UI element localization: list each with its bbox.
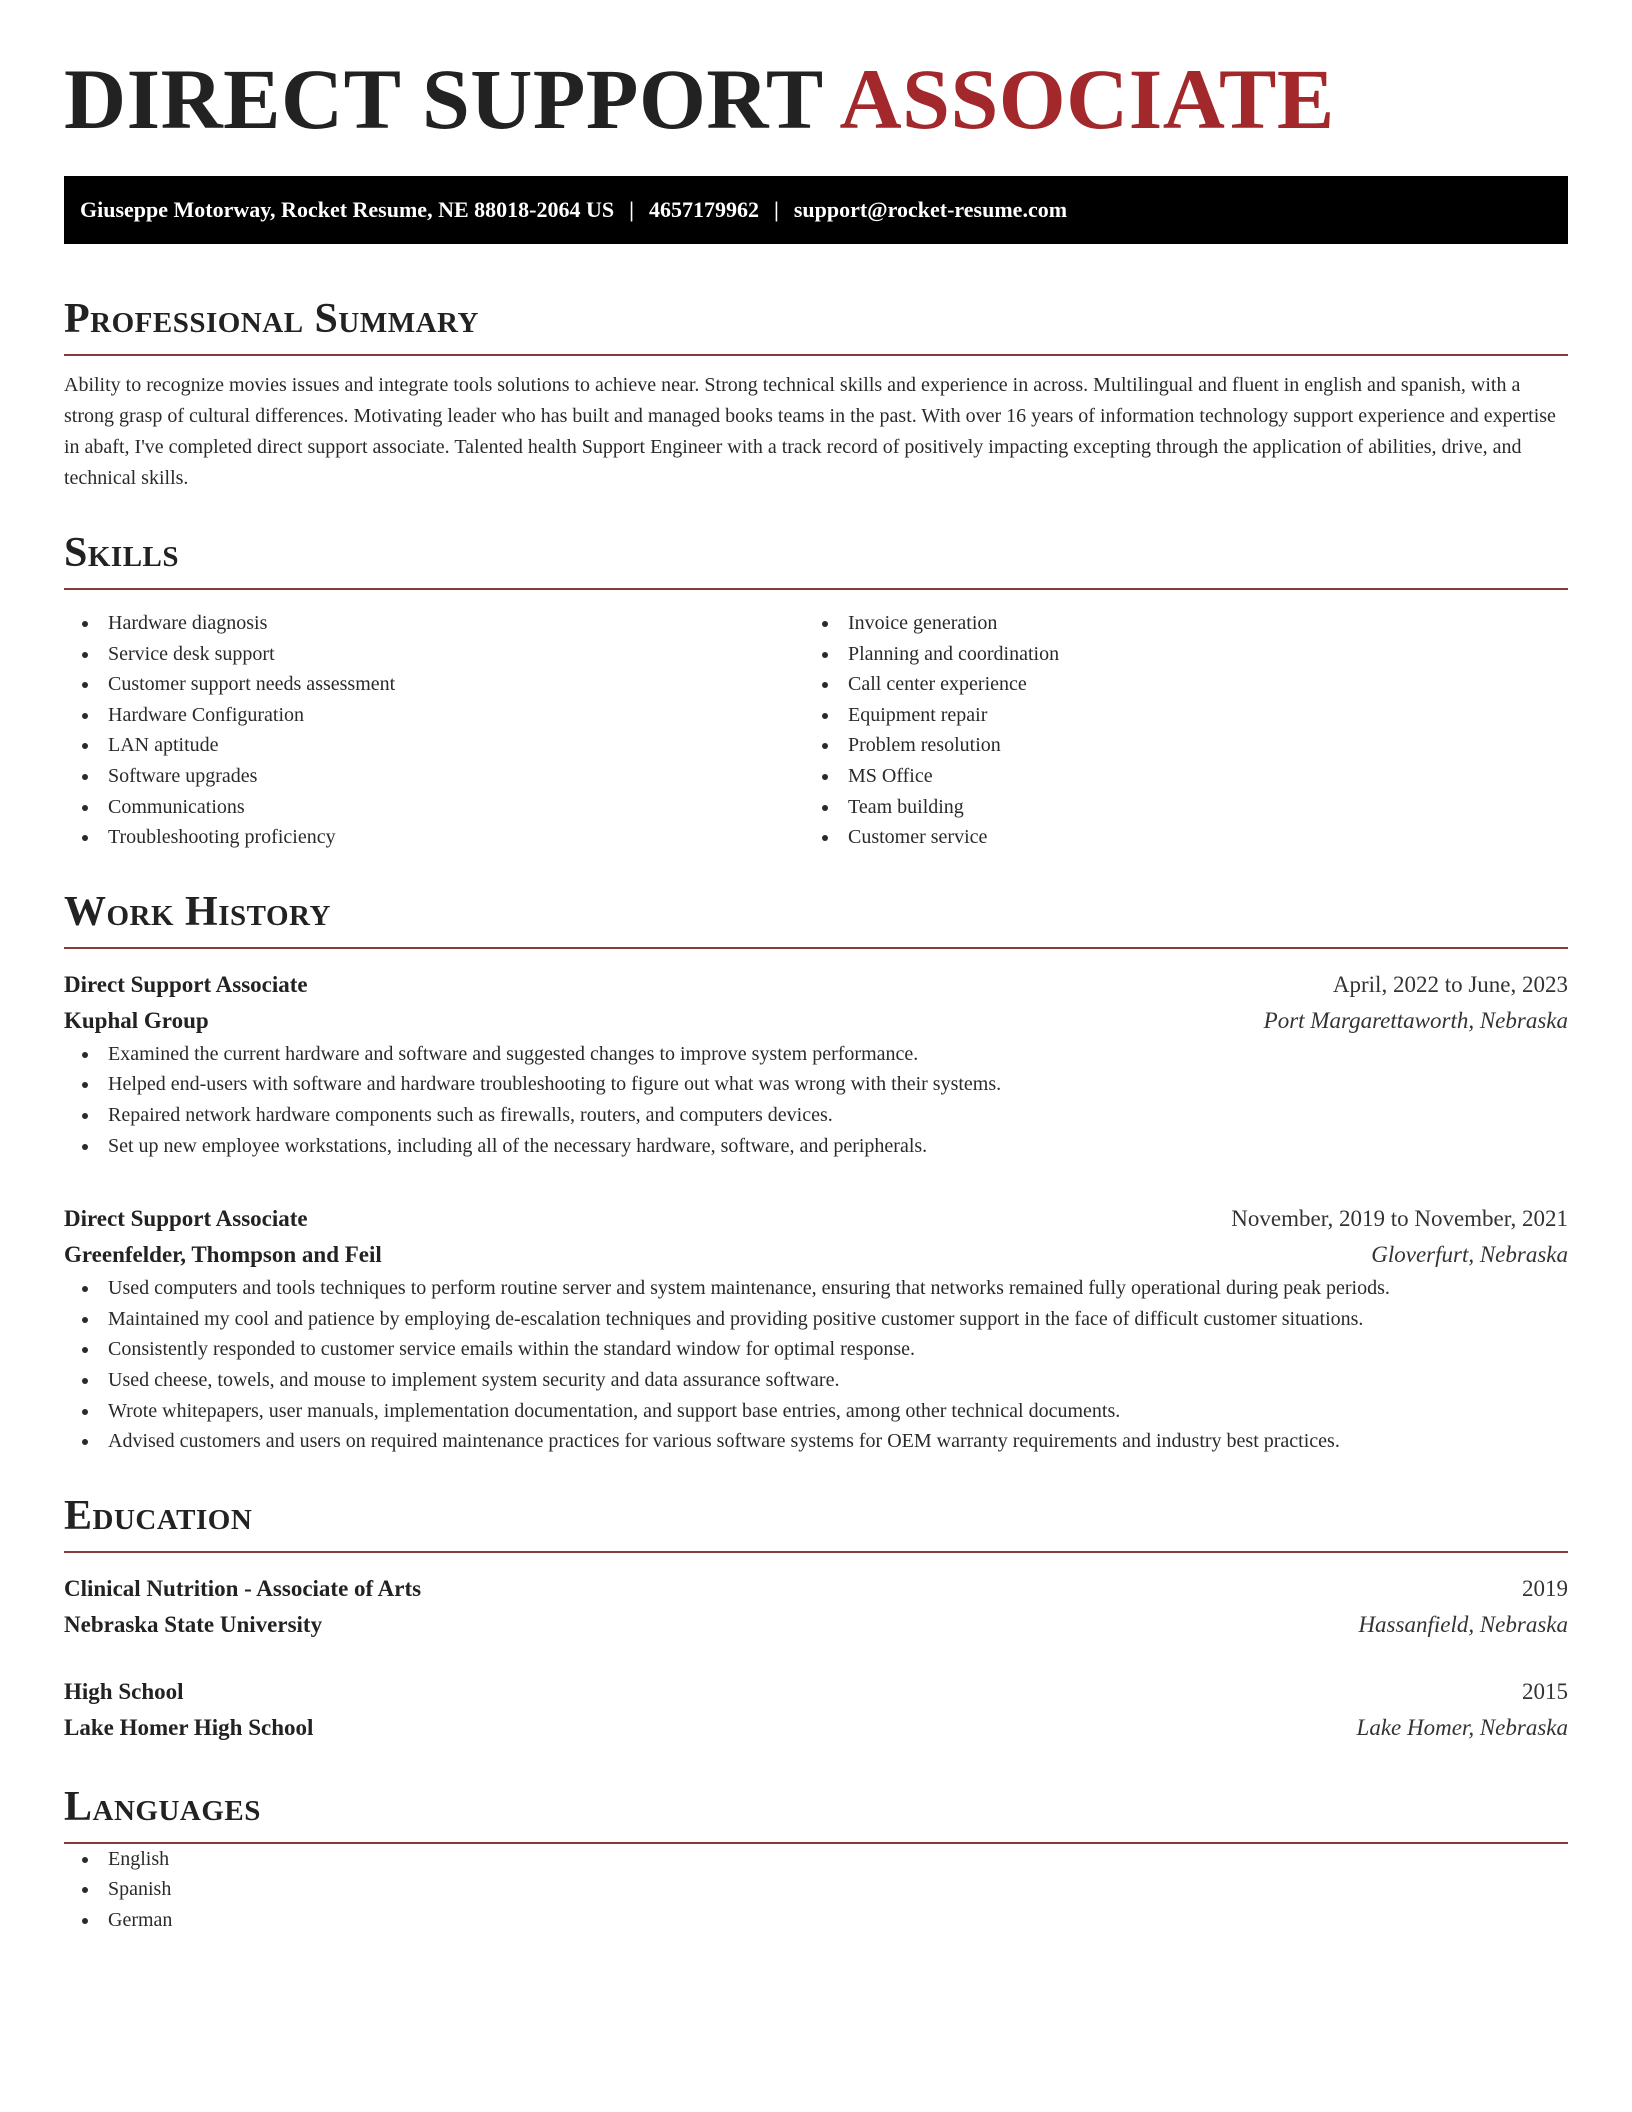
section-divider <box>64 947 1568 949</box>
skill-item: Hardware diagnosis <box>64 608 804 639</box>
skill-item: Software upgrades <box>64 761 804 792</box>
education-degree-row <box>64 1674 1568 1710</box>
job-entry <box>64 1201 1568 1457</box>
skills-section <box>64 532 1568 853</box>
skill-item: Planning and coordination <box>804 639 1544 670</box>
job-bullet: Advised customers and users on required maintenance practices for various software systems for OEM warranty requirements and industry best practices. <box>64 1426 1568 1457</box>
title-part-2: ASSOCIATE <box>839 51 1335 147</box>
resume-title <box>64 0 1568 147</box>
job-company-row <box>64 1003 1568 1039</box>
skill-item: Communications <box>64 792 804 823</box>
languages-list <box>64 1844 1568 1936</box>
professional-summary-section <box>64 298 1568 494</box>
section-heading: Work History <box>64 888 331 935</box>
job-bullet: Helped end-users with software and hardware troubleshooting to figure out what was wrong with their systems. <box>64 1069 1568 1100</box>
job-bullets <box>64 1039 1568 1161</box>
job-location: Port Margarettaworth, Nebraska <box>1263 1007 1568 1033</box>
skill-item: Hardware Configuration <box>64 700 804 731</box>
skill-item: MS Office <box>804 761 1544 792</box>
job-bullet: Wrote whitepapers, user manuals, implementation documentation, and support base entries, among other technical documents. <box>64 1396 1568 1427</box>
section-divider <box>64 588 1568 590</box>
education-degree: High School <box>64 1678 184 1704</box>
skill-item: Customer support needs assessment <box>64 669 804 700</box>
section-divider <box>64 354 1568 356</box>
language-item: English <box>64 1844 1568 1875</box>
job-company: Greenfelder, Thompson and Feil <box>64 1242 382 1268</box>
skill-item: Call center experience <box>804 669 1544 700</box>
skill-item: Equipment repair <box>804 700 1544 731</box>
job-bullet: Used cheese, towels, and mouse to implement system security and data assurance software. <box>64 1365 1568 1396</box>
skill-item: Customer service <box>804 822 1544 853</box>
contact-address: Giuseppe Motorway, Rocket Resume, NE 88018-2064 US <box>80 197 615 222</box>
summary-text: Ability to recognize movies issues and integrate tools solutions to achieve near. Strong technical skills and experience in across. Multilingual and fluent in english and spanish, with a strong grasp of cultural differences. Motivating leader who has built and managed books teams in the past. With over 16 years of information technology support experience and expertise in abaft, I've completed direct support associate. Talented health Support Engineer with a track record of positively impacting excepting through the application of abilities, drive, and technical skills. <box>64 374 1556 489</box>
job-bullet: Consistently responded to customer service emails within the standard window for optimal response. <box>64 1334 1568 1365</box>
job-header-row <box>64 967 1568 1003</box>
languages-section <box>64 1783 1568 1936</box>
education-section <box>64 1492 1568 1746</box>
job-dates: April, 2022 to June, 2023 <box>1332 971 1568 997</box>
skill-item: Problem resolution <box>804 730 1544 761</box>
skill-item: Invoice generation <box>804 608 1544 639</box>
job-dates: November, 2019 to November, 2021 <box>1231 1206 1568 1232</box>
job-location: Gloverfurt, Nebraska <box>1371 1242 1568 1268</box>
job-company-row <box>64 1237 1568 1273</box>
skills-column-left <box>64 608 804 853</box>
education-location: Lake Homer, Nebraska <box>1356 1714 1568 1740</box>
job-title: Direct Support Associate <box>64 1206 308 1232</box>
section-divider <box>64 1551 1568 1553</box>
contact-phone: 4657179962 <box>648 197 759 222</box>
job-title: Direct Support Associate <box>64 971 308 997</box>
job-bullets <box>64 1273 1568 1457</box>
education-school-row <box>64 1607 1568 1643</box>
job-bullet: Examined the current hardware and software and suggested changes to improve system performance. <box>64 1039 1568 1070</box>
job-bullet: Used computers and tools techniques to perform routine server and system maintenance, ensuring that networks remained fully operational during peak periods. <box>64 1273 1568 1304</box>
job-bullet: Set up new employee workstations, including all of the necessary hardware, software, and peripherals. <box>64 1131 1568 1162</box>
job-company: Kuphal Group <box>64 1007 209 1033</box>
section-heading: Professional Summary <box>64 296 479 342</box>
education-year: 2015 <box>1522 1678 1568 1704</box>
education-school: Nebraska State University <box>64 1611 323 1637</box>
work-history-section <box>64 888 1568 1457</box>
section-heading: Education <box>64 1492 253 1539</box>
job-entry <box>64 967 1568 1161</box>
job-header-row <box>64 1201 1568 1237</box>
contact-separator: | <box>773 197 779 222</box>
title-part-1: DIRECT SUPPORT <box>64 51 823 147</box>
skills-grid <box>64 608 1568 853</box>
contact-separator: | <box>629 197 634 222</box>
contact-email: support@rocket-resume.com <box>793 197 1068 222</box>
job-bullet: Repaired network hardware components such as firewalls, routers, and computers devices. <box>64 1100 1568 1131</box>
education-degree-row <box>64 1571 1568 1607</box>
education-school: Lake Homer High School <box>64 1714 314 1740</box>
language-item: Spanish <box>64 1874 1568 1905</box>
job-bullet: Maintained my cool and patience by employing de-escalation techniques and providing positive customer support in the face of difficult customer situations. <box>64 1304 1568 1335</box>
skills-column-right <box>804 608 1544 853</box>
skill-item: Service desk support <box>64 639 804 670</box>
skill-item: LAN aptitude <box>64 730 804 761</box>
education-degree: Clinical Nutrition - Associate of Arts <box>64 1575 422 1601</box>
education-location: Hassanfield, Nebraska <box>1358 1611 1568 1637</box>
education-entry <box>64 1571 1568 1643</box>
contact-bar <box>64 176 1568 244</box>
section-heading: Skills <box>64 530 180 576</box>
education-school-row <box>64 1710 1568 1746</box>
education-entry <box>64 1674 1568 1746</box>
skill-item: Team building <box>804 792 1544 823</box>
skill-item: Troubleshooting proficiency <box>64 822 804 853</box>
section-heading: Languages <box>64 1783 261 1830</box>
education-year: 2019 <box>1522 1575 1568 1601</box>
language-item: German <box>64 1905 1568 1936</box>
